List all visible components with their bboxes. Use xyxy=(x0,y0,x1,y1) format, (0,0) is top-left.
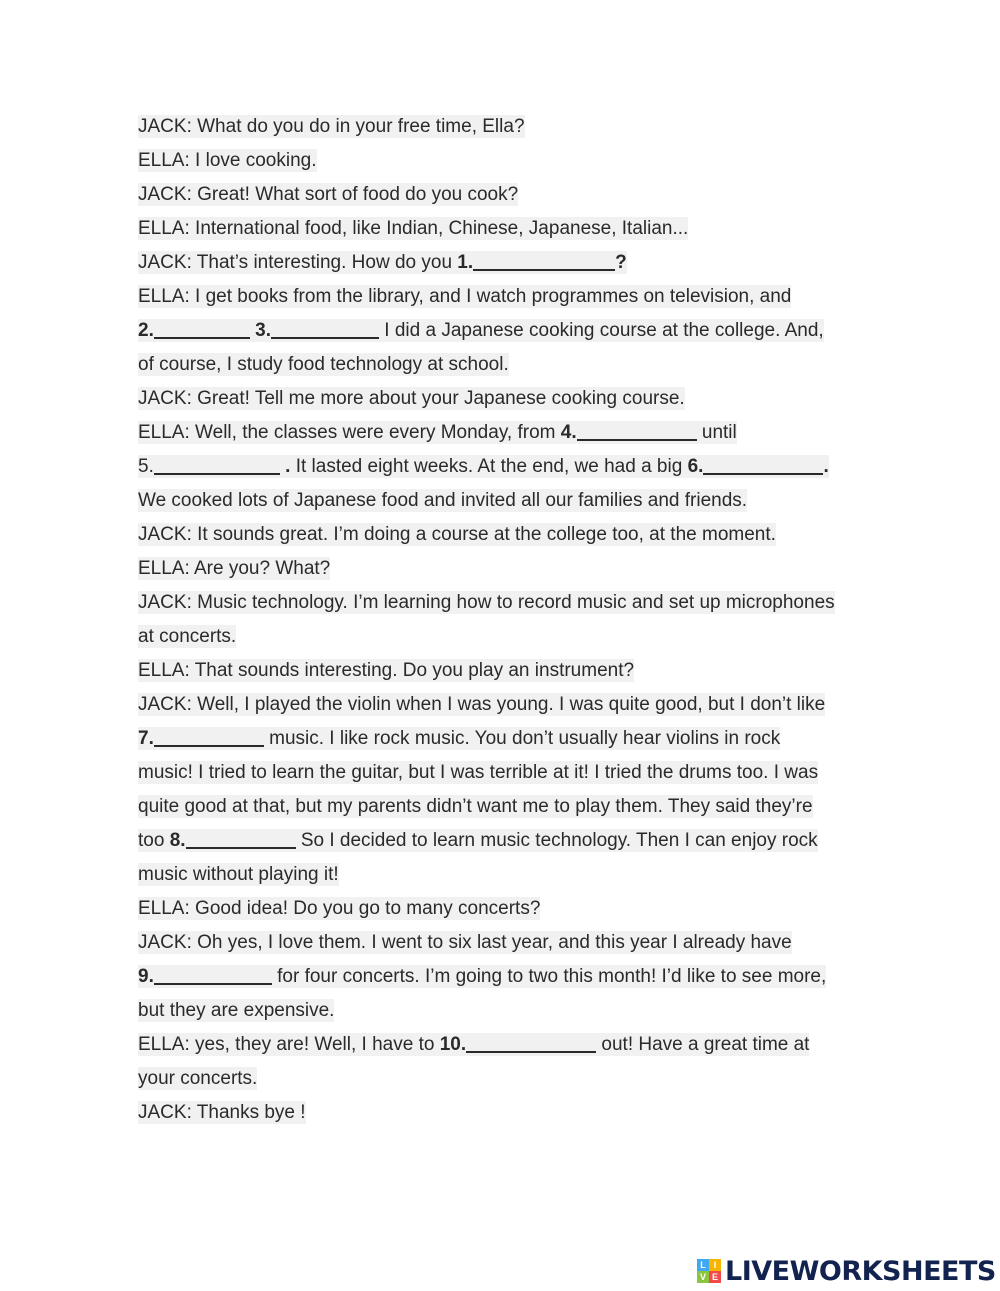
line-text: JACK: Oh yes, I love them. I went to six last year, and this year I already have xyxy=(138,932,792,953)
dialogue-line xyxy=(138,1062,878,1096)
dialogue-line xyxy=(138,450,878,484)
line-text: ELLA: Are you? What? xyxy=(138,558,331,579)
line-text: ELLA: I get books from the library, and I watch programmes on television, and xyxy=(138,286,792,307)
blank-underline[interactable] xyxy=(154,965,272,985)
line-highlight xyxy=(138,183,518,206)
line-text: ELLA: Good idea! Do you go to many concerts? xyxy=(138,898,541,919)
answer-blank[interactable] xyxy=(154,450,280,484)
line-text: ELLA: I love cooking. xyxy=(138,150,317,171)
line-highlight xyxy=(138,421,737,444)
line-text: ELLA: Well, the classes were every Monday, from xyxy=(138,422,561,443)
blank-underline[interactable] xyxy=(577,421,697,441)
line-text: of course, I study food technology at school. xyxy=(138,354,509,375)
blank-underline[interactable] xyxy=(466,1033,596,1053)
dialogue-line xyxy=(138,484,878,518)
line-text: ELLA: yes, they are! Well, I have to xyxy=(138,1034,440,1055)
dialogue-line xyxy=(138,960,878,994)
line-highlight xyxy=(138,523,776,546)
dialogue-line xyxy=(138,314,878,348)
line-text: for four concerts. I’m going to two this month! I’d like to see more, xyxy=(271,966,827,987)
line-highlight xyxy=(138,897,540,920)
dialogue-line xyxy=(138,552,878,586)
blank-underline[interactable] xyxy=(154,319,250,339)
line-text: JACK: Great! Tell me more about your Japanese cooking course. xyxy=(138,388,685,409)
answer-blank[interactable] xyxy=(688,450,824,484)
line-text: music without playing it! xyxy=(138,864,339,885)
line-text: ELLA: International food, like Indian, Chinese, Japanese, Italian... xyxy=(138,218,689,239)
line-highlight xyxy=(138,863,339,886)
dialogue-line xyxy=(138,110,878,144)
line-text: JACK: Great! What sort of food do you cook? xyxy=(138,184,519,205)
line-highlight xyxy=(138,999,334,1022)
line-highlight xyxy=(138,795,813,818)
line-highlight xyxy=(138,251,627,274)
line-highlight xyxy=(138,659,634,682)
line-highlight xyxy=(138,319,824,342)
line-text: but they are expensive. xyxy=(138,1000,335,1021)
line-text: until xyxy=(696,422,737,443)
blank-number: 8. xyxy=(169,830,186,851)
line-text: music! I tried to learn the guitar, but I was terrible at it! I tried the drums too. I was xyxy=(138,762,819,783)
line-text: out! Have a great time at xyxy=(596,1034,810,1055)
line-highlight xyxy=(138,931,792,954)
line-highlight xyxy=(138,829,818,852)
dialogue-line xyxy=(138,212,878,246)
answer-blank[interactable] xyxy=(170,824,296,858)
line-highlight xyxy=(138,1033,809,1056)
line-highlight xyxy=(138,353,509,376)
answer-blank[interactable] xyxy=(255,314,379,348)
blank-underline[interactable] xyxy=(473,251,615,271)
dialogue-line xyxy=(138,824,878,858)
blank-underline[interactable] xyxy=(154,455,280,475)
line-text: ELLA: That sounds interesting. Do you play an instrument? xyxy=(138,660,635,681)
line-highlight xyxy=(138,285,791,308)
answer-blank[interactable] xyxy=(138,314,250,348)
brand-text: LIVEWORKSHEETS xyxy=(725,1255,996,1287)
dialogue-line xyxy=(138,756,878,790)
dialogue-line xyxy=(138,790,878,824)
dialogue-line xyxy=(138,1028,878,1062)
line-text: It lasted eight weeks. At the end, we had a big xyxy=(295,456,688,477)
line-highlight xyxy=(138,1067,257,1090)
line-highlight xyxy=(138,693,825,716)
line-text: . xyxy=(279,456,296,477)
dialogue-line xyxy=(138,416,878,450)
blank-number: 4. xyxy=(560,422,577,443)
blank-number: 6. xyxy=(687,456,704,477)
line-text: at concerts. xyxy=(138,626,237,647)
line-highlight xyxy=(138,591,835,614)
dialogue-line xyxy=(138,144,878,178)
dialogue-line xyxy=(138,722,878,756)
dialogue-line xyxy=(138,892,878,926)
dialogue-line xyxy=(138,926,878,960)
line-text: music. I like rock music. You don’t usually hear violins in rock xyxy=(263,728,781,749)
line-highlight xyxy=(138,727,780,750)
dialogue-line xyxy=(138,994,878,1028)
blank-underline[interactable] xyxy=(154,727,264,747)
line-text: JACK: What do you do in your free time, Ella? xyxy=(138,116,525,137)
blank-underline[interactable] xyxy=(186,829,296,849)
answer-blank[interactable] xyxy=(561,416,697,450)
blank-number: 10. xyxy=(439,1034,467,1055)
line-text: I did a Japanese cooking course at the college. And, xyxy=(379,320,824,341)
line-highlight xyxy=(138,761,818,784)
blank-underline[interactable] xyxy=(271,319,379,339)
dialogue-line xyxy=(138,654,878,688)
line-highlight xyxy=(138,149,317,172)
liveworksheets-icon xyxy=(697,1259,721,1283)
line-text: JACK: That’s interesting. How do you xyxy=(138,252,458,273)
dialogue-line xyxy=(138,382,878,416)
blank-number: 1. xyxy=(457,252,474,273)
line-text: JACK: It sounds great. I’m doing a course at the college too, at the moment. xyxy=(138,524,776,545)
logo-tile: L xyxy=(697,1259,709,1271)
blank-number: 9. xyxy=(138,966,154,987)
line-text: your concerts. xyxy=(138,1068,258,1089)
liveworksheets-logo xyxy=(697,1253,996,1289)
logo-tile: I xyxy=(709,1259,721,1271)
blank-underline[interactable] xyxy=(703,455,823,475)
answer-blank[interactable] xyxy=(138,722,264,756)
line-highlight xyxy=(138,387,685,410)
line-highlight xyxy=(138,965,826,988)
logo-tile: V xyxy=(697,1271,709,1283)
line-text: JACK: Music technology. I’m learning how to record music and set up microphones xyxy=(138,592,835,613)
line-text: quite good at that, but my parents didn’t want me to play them. They said they’re xyxy=(138,796,813,817)
answer-blank[interactable] xyxy=(457,246,615,280)
line-text: too xyxy=(138,830,170,851)
dialogue-line xyxy=(138,178,878,212)
blank-number: 3. xyxy=(255,320,271,341)
dialogue-line xyxy=(138,1096,878,1130)
blank-number: 7. xyxy=(138,728,154,749)
line-highlight xyxy=(138,1101,306,1124)
dialogue-line xyxy=(138,280,878,314)
dialogue-line xyxy=(138,518,878,552)
line-highlight xyxy=(138,557,330,580)
line-highlight xyxy=(138,455,829,478)
line-highlight xyxy=(138,217,688,240)
answer-blank[interactable] xyxy=(440,1028,596,1062)
line-text: ? xyxy=(615,252,627,273)
line-text: We cooked lots of Japanese food and invited all our families and friends. xyxy=(138,490,748,511)
line-text: . xyxy=(823,456,829,477)
dialogue-line xyxy=(138,586,878,620)
line-text: So I decided to learn music technology. Then I can enjoy rock xyxy=(295,830,818,851)
line-text: JACK: Well, I played the violin when I was young. I was quite good, but I don’t like xyxy=(138,694,826,715)
dialogue-text xyxy=(138,110,878,1130)
dialogue-line xyxy=(138,246,878,280)
blank-number: 2. xyxy=(138,320,154,341)
line-text: 5. xyxy=(138,456,154,477)
line-highlight xyxy=(138,115,525,138)
line-highlight xyxy=(138,489,747,512)
line-text: JACK: Thanks bye ! xyxy=(138,1102,306,1123)
logo-tile: E xyxy=(709,1271,721,1283)
answer-blank[interactable] xyxy=(138,960,272,994)
dialogue-line xyxy=(138,858,878,892)
dialogue-line xyxy=(138,620,878,654)
dialogue-line xyxy=(138,348,878,382)
dialogue-line xyxy=(138,688,878,722)
line-highlight xyxy=(138,625,236,648)
